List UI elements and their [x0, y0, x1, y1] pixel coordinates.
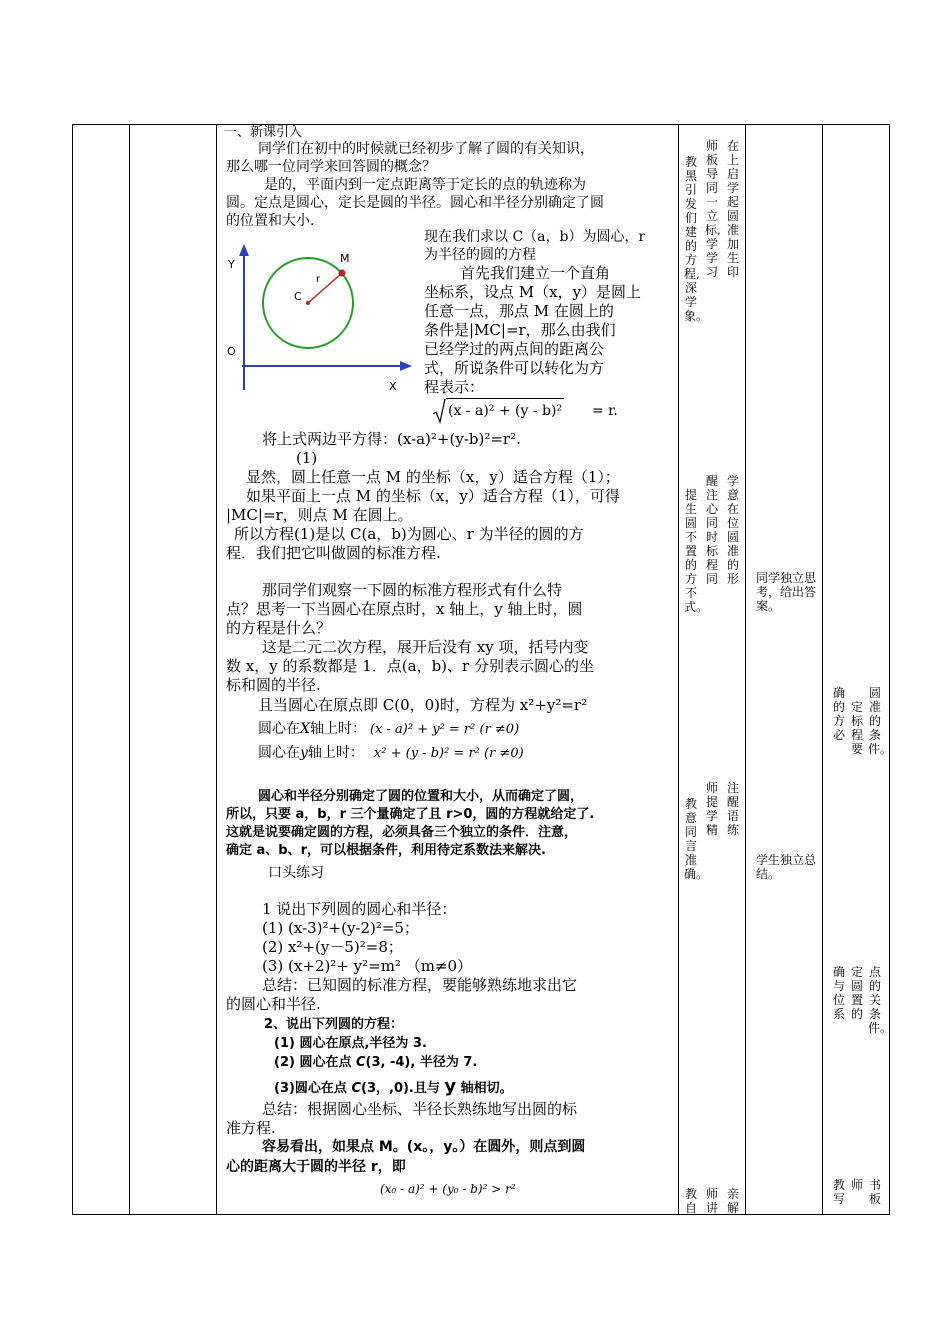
- purpose-note: 师: [850, 1178, 863, 1192]
- equation-label: (1): [296, 449, 318, 467]
- item-text: (3，,0).且与: [361, 1081, 445, 1096]
- derivation-text: 式，所说条件可以转化为方: [424, 359, 605, 377]
- item-text: (3, -4), 半径为 7.: [365, 1055, 478, 1070]
- summary-text: 总结：根据圆心坐标、半径长熟练地写出圆的标: [262, 1100, 578, 1118]
- item-text: 轴相切。: [456, 1081, 513, 1096]
- oral-practice-title: 口头练习: [268, 865, 324, 881]
- exercise-item: [274, 1054, 477, 1072]
- equation-line: 如果平面上一点 M 的坐标（x，y）适合方程（1），可得: [246, 487, 620, 505]
- purpose-note: 确与位系: [832, 965, 845, 1021]
- purpose-note: 圆准的条件。: [868, 686, 893, 756]
- point-m: [339, 270, 346, 277]
- purpose-note: 书板: [868, 1178, 881, 1206]
- purpose-note: 点的关条件。: [868, 965, 893, 1035]
- case-axis: X: [300, 721, 310, 737]
- y-axis-label: Y: [228, 258, 235, 271]
- circle-figure: [224, 240, 414, 400]
- exercise-item: (3) (x+2)²+ y²=m² （m≠0）: [262, 957, 473, 975]
- observe-text: 的方程是什么？: [226, 619, 332, 637]
- equation-line: 所以方程(1)是以 C(a，b)为圆心、r 为半径的圆的方: [234, 525, 584, 543]
- case-formula: (x - a)² + y² = r² (r ≠0): [369, 722, 520, 737]
- exercise-item: [274, 1078, 513, 1098]
- teacher-note: 学意在位圆准的形: [726, 474, 739, 586]
- teacher-note: 师板导同一立标,学学习: [705, 139, 721, 279]
- emphasis-text: 所以，只要 a，b，r 三个量确定了且 r>0，圆的方程就给定了.: [226, 807, 595, 822]
- emphasis-text: 确定 a、b、r，可以根据条件，利用待定系数法来解决.: [226, 843, 546, 858]
- intro-text: 那么哪一位同学来回答圆的概念？: [226, 159, 436, 175]
- column-divider: [745, 124, 746, 1215]
- column-divider: [129, 124, 130, 1215]
- purpose-note: 定圆置的: [850, 965, 863, 1021]
- exercise-item: (1) (x-3)²+(y-2)²=5；: [262, 919, 420, 937]
- point-name: C: [355, 1055, 366, 1070]
- emphasis-text: 圆心和半径分别确定了圆的位置和大小，从而确定了圆，: [258, 789, 584, 804]
- summary-text: 总结：已知圆的标准方程，要能够熟练地求出它: [262, 976, 578, 994]
- equation-line: |MC|=r，则点 M 在圆上。: [226, 506, 413, 524]
- purpose-note: 教写: [832, 1178, 845, 1206]
- summary-text: 准方程.: [226, 1119, 276, 1137]
- derivation-text: 条件是|MC|=r，那么由我们: [424, 321, 616, 339]
- teacher-note: 提生圆不置的方不式。: [684, 488, 709, 614]
- derivation-text: 为半径的圆的方程: [424, 247, 536, 263]
- column-divider: [822, 124, 823, 1215]
- observe-text: 且当圆心在原点即 C(0，0)时，方程为 x²+y²=r²: [258, 696, 588, 714]
- point-name: C: [351, 1081, 362, 1096]
- teacher-note: 师提学精: [705, 781, 718, 837]
- exercise-question: 2、说出下列圆的方程：: [264, 1017, 404, 1032]
- equation-line: 将上式两边平方得：(x-a)²+(y-b)²=r².: [262, 430, 521, 448]
- teacher-note: 教意同言准确。: [684, 797, 709, 881]
- derivation-text: 已经学过的两点间的距离公: [424, 340, 605, 358]
- teacher-note: 亲解: [726, 1187, 739, 1215]
- intro-text: 的位置和大小.: [226, 213, 315, 229]
- case-formula: x² + (y - b)² = r² (r ≠0): [373, 746, 524, 761]
- x-axis-label: X: [389, 380, 397, 393]
- intro-text: 圆。定点是圆心，定长是圆的半径。圆心和半径分别确定了圆: [226, 195, 604, 211]
- item-text: (3)圆心在点: [274, 1081, 352, 1096]
- x-axis-case: [258, 720, 519, 739]
- sqrt-sign: [432, 398, 446, 424]
- teacher-note: 师讲: [705, 1187, 718, 1215]
- section-heading: 一、新课引入: [224, 125, 303, 140]
- teacher-note: 教黑引发们建的方程,深学象。: [684, 155, 709, 323]
- formula-tail: = r.: [592, 403, 618, 419]
- center-label: C: [294, 290, 302, 303]
- emphasis-text: 心的距离大于圆的半径 r，即: [226, 1159, 406, 1175]
- case-prefix: 圆心在: [258, 745, 300, 761]
- summary-text: 的圆心和半径.: [226, 995, 321, 1013]
- case-mid: 轴上时：: [309, 721, 366, 737]
- equation-line: 显然，圆上任意一点 M 的坐标（x，y）适合方程（1）；: [246, 468, 620, 486]
- radicand: (x - a)² + (y - b)²: [446, 398, 564, 420]
- radius-line: [308, 273, 342, 303]
- exercise-item: (1) 圆心在原点,半径为 3.: [274, 1036, 427, 1051]
- lesson-content: [224, 124, 674, 1214]
- emphasis-text: 这就是说要确定圆的方程，必须具备三个独立的条件．注意，: [226, 825, 578, 840]
- radius-label: r: [316, 274, 321, 285]
- axis-name: y: [444, 1076, 457, 1097]
- intro-text: 是的，平面内到一定点距离等于定长的点的轨迹称为: [264, 177, 586, 193]
- intro-text: 同学们在初中的时候就已经初步了解了圆的有关知识，: [258, 141, 594, 157]
- observe-text: 标和圆的半径.: [226, 676, 321, 694]
- x-axis-arrow: [400, 361, 412, 371]
- equation-line: 程．我们把它叫做圆的标准方程.: [226, 544, 441, 562]
- inequality-formula: (x₀ - a)² + (y₀ - b)² > r²: [380, 1182, 516, 1196]
- purpose-note: 定标程要: [850, 700, 863, 756]
- item-text: (2) 圆心在点: [274, 1055, 356, 1070]
- observe-text: 这是二元二次方程，展开后没有 xy 项，括号内变: [262, 638, 589, 656]
- observe-text: 那同学们观察一下圆的标准方程形式有什么特: [262, 581, 563, 599]
- student-note: 同学独立思考，给出答案。: [756, 571, 817, 613]
- exercise-item: (2) x²+(y－5)²=8；: [262, 938, 403, 956]
- exercise-question: 1 说出下列圆的圆心和半径：: [262, 900, 457, 918]
- observe-text: 数 x，y 的系数都是 1．点(a，b)、r 分别表示圆心的坐: [226, 657, 594, 675]
- y-axis-case: [258, 744, 524, 763]
- derivation-text: 首先我们建立一个直角: [460, 264, 611, 282]
- case-axis: y: [300, 745, 308, 761]
- teacher-note: 注醒语练: [726, 781, 739, 837]
- origin-label: O: [227, 345, 236, 358]
- derivation-text: 程表示：: [424, 378, 485, 396]
- observe-text: 点？思考一下当圆心在原点时，x 轴上，y 轴上时，圆: [226, 600, 583, 618]
- derivation-text: 坐标系，设点 M（x，y）是圆上: [424, 283, 642, 301]
- emphasis-text: 容易看出，如果点 M。(x。，y。）在圆外，则点到圆: [262, 1139, 586, 1155]
- case-mid: 轴上时：: [307, 745, 364, 761]
- purpose-note: 确的方必: [832, 686, 845, 742]
- case-prefix: 圆心在: [258, 721, 300, 737]
- point-m-label: M: [340, 252, 350, 265]
- student-note: 学生独立总结。: [756, 853, 817, 881]
- column-divider: [216, 124, 217, 1215]
- column-divider: [678, 124, 679, 1215]
- derivation-text: 现在我们求以 C（a，b）为圆心，r: [424, 229, 646, 245]
- y-axis-arrow: [239, 244, 249, 256]
- teacher-note: 教自: [684, 1187, 697, 1215]
- derivation-text: 任意一点，那点 M 在圆上的: [424, 302, 614, 320]
- teacher-note: 醒注心同时标程同: [705, 474, 718, 586]
- teacher-note: 在上启学起圆准加生印: [726, 139, 739, 279]
- center-point: [306, 301, 310, 305]
